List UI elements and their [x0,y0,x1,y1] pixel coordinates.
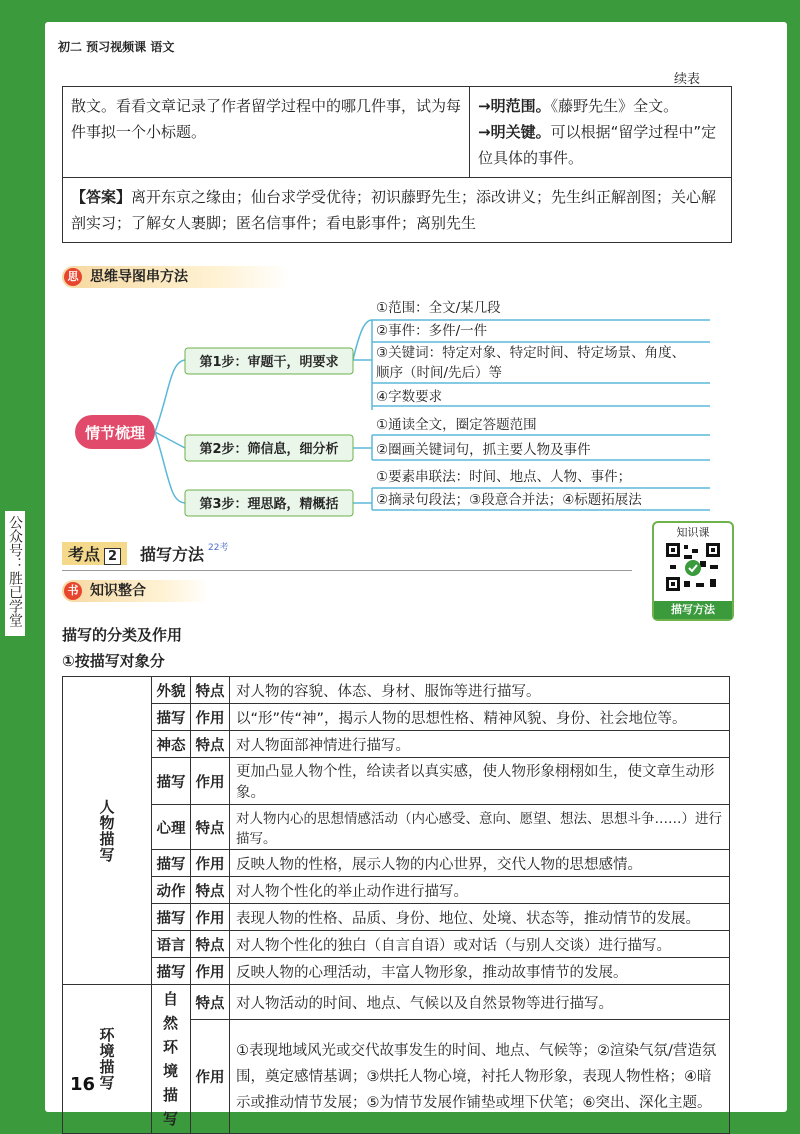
step3-item: ①要素串联法：时间、地点、人物、事件； [376,469,632,485]
qr-code-icon [662,541,724,593]
step2-item: ①通读全文，圈定答题范围 [376,417,537,433]
step3-label: 第3步：理思路，精概括 [199,497,339,512]
kaodian-num: 2 [104,548,121,565]
row-value: 以“形”传“神”，揭示人物的思想性格、精神风貌、身份、社会地位等。 [230,704,730,731]
task-hints: →明范围。《藤野先生》全文。 →明关键。可以根据“留学过程中”定位具体的事件。 [470,87,732,178]
kaodian-title: 描写方法 [140,545,205,564]
step1-item: 顺序（时间/先后）等 [376,365,503,381]
subtitle-by-object: ①按描写对象分 [62,652,165,670]
knowledge-section-title: 书 知识整合 [62,580,210,602]
row-key: 作用 [191,704,230,731]
row-key: 作用 [191,1020,230,1134]
step1-label: 第1步：审题干，明要求 [199,355,339,370]
row-category: 自然环境描写 [152,985,191,1134]
step1-item: ②事件：多件/一件 [376,323,488,339]
row-value: 更加凸显人物个性，给读者以真实感，使人物形象栩栩如生，使文章生动形象。 [230,758,730,805]
kaodian-header [62,540,632,571]
group-environment: 环境描写 [63,985,152,1134]
table-row [63,758,730,805]
table-row [63,958,730,985]
kaodian-tag: 考点 2 [62,542,127,565]
book-icon: 书 [64,582,82,600]
description-table [62,676,730,1134]
row-key: 作用 [191,904,230,931]
row-value: 对人物面部神情进行描写。 [230,731,730,758]
qr-card[interactable] [652,521,734,621]
subtitle-classification: 描写的分类及作用 [62,626,183,644]
row-key: 特点 [191,805,230,850]
row-category: 外貌 [152,677,191,704]
side-tab-text: 公众号：胜已学堂 [7,515,23,627]
step1-item: ④字数要求 [376,389,443,405]
row-key: 特点 [191,877,230,904]
row-key: 特点 [191,677,230,704]
row-category: 描写 [152,850,191,877]
brain-icon: 思 [64,268,82,286]
row-key: 特点 [191,985,230,1020]
row-value: 反映人物的性格，展示人物的内心世界，交代人物的思想感情。 [230,850,730,877]
table-row [63,704,730,731]
group-person: 人物描写 [63,677,152,985]
row-category: 描写 [152,958,191,985]
row-key: 特点 [191,731,230,758]
task-answer: 【答案】离开东京之缘由；仙台求学受优待；初识藤野先生；添改讲义；先生纠正解剖图；关心解剖实习；了解女人裹脚；匿名信事件；看电影事件；离别先生 [63,178,732,243]
row-key: 作用 [191,958,230,985]
task-question: 散文。看看文章记录了作者留学过程中的哪几件事，试为每件事拟一个小标题。 [63,87,470,178]
table-row [63,731,730,758]
row-value: 对人物个性化的独白（自言自语）或对话（与别人交谈）进行描写。 [230,931,730,958]
row-key: 特点 [191,931,230,958]
step3-item: ②摘录句段法；③段意合并法；④标题拓展法 [376,492,642,508]
kaodian-sup: 22考 [208,543,229,553]
row-value: 对人物个性化的举止动作进行描写。 [230,877,730,904]
mindmap-root-text: 情节梳理 [84,424,146,442]
row-key: 作用 [191,850,230,877]
row-value: 反映人物的心理活动，丰富人物形象，推动故事情节的发展。 [230,958,730,985]
step2-item: ②圈画关键词句，抓主要人物及事件 [376,442,591,458]
row-key: 作用 [191,758,230,805]
row-value: 对人物的容貌、体态、身材、服饰等进行描写。 [230,677,730,704]
step1-item: ①范围：全文/某几段 [376,300,501,316]
table-row [63,904,730,931]
table-row [63,677,730,704]
row-value: 对人物活动的时间、地点、气候以及自然景物等进行描写。 [230,985,730,1020]
header-title: 初二 预习视频课 语文 [58,40,175,54]
row-category: 描写 [152,904,191,931]
row-category: 描写 [152,704,191,731]
row-category: 描写 [152,758,191,805]
mindmap-section-title: 思 思维导图串方法 [62,266,290,288]
step2-label: 第2步：筛信息，细分析 [199,442,339,457]
mindmap [60,290,740,520]
row-category: 语言 [152,931,191,958]
task-table [62,86,732,243]
row-category: 神态 [152,731,191,758]
step1-item: ③关键词：特定对象、特定时间、特定场景、角度、 [376,345,686,361]
row-value: 表现人物的性格、品质、身份、地位、处境、状态等，推动情节的发展。 [230,904,730,931]
row-category: 心理 [152,805,191,850]
table-row [63,931,730,958]
row-value: ①表现地域风光或交代故事发生的时间、地点、气候等；②渲染气氛/营造氛围，奠定感情基调；③烘托人物心境，衬托人物形象，表现人物性格；④暗示或推动情节发展；⑤为情节发展作铺垫或埋下伏笔；⑥突出、深化主题。 [230,1020,730,1134]
table-row [63,805,730,850]
table-row [63,850,730,877]
continued-label: 续表 [673,72,700,87]
page-number: 16 [70,1074,96,1095]
row-value: 对人物内心的思想情感活动（内心感受、意向、愿望、想法、思想斗争……）进行描写。 [230,805,730,850]
table-row [63,985,730,1020]
row-category: 动作 [152,877,191,904]
table-row [63,877,730,904]
qr-card-top: 知识课 [676,526,710,539]
side-tab [4,510,26,637]
qr-card-bottom: 描写方法 [654,601,732,619]
